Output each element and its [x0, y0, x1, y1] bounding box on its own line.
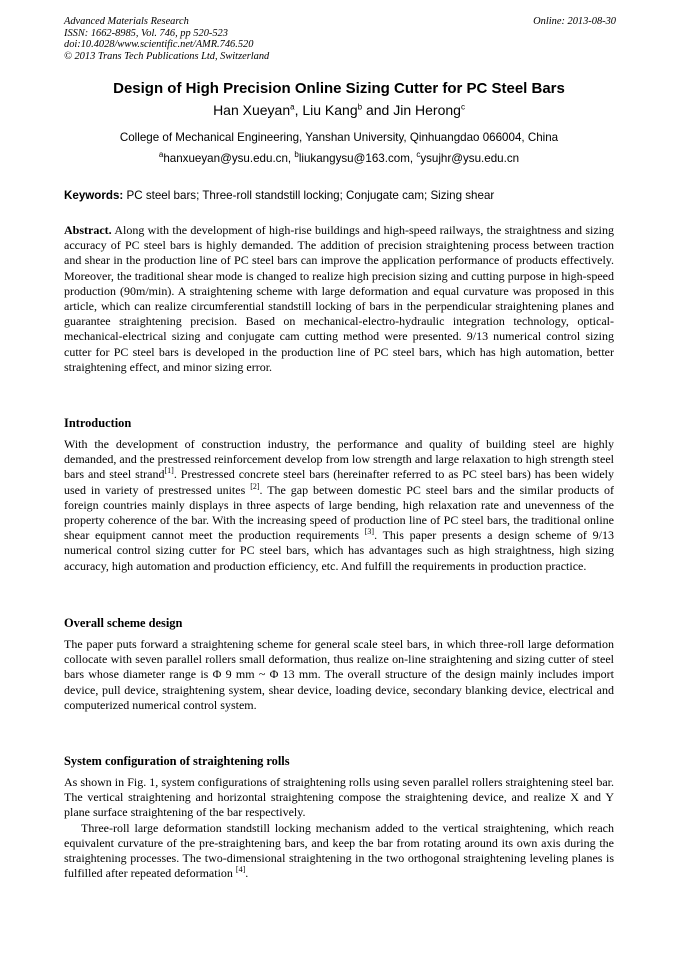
email-address: ysujhr@ysu.edu.cn: [420, 152, 520, 165]
abstract-label: Abstract.: [64, 223, 112, 237]
issn-line: ISSN: 1662-8985, Vol. 746, pp 520-523: [64, 27, 228, 39]
author-name: Han Xueyan: [213, 102, 291, 118]
author-name: Jin Herong: [393, 102, 461, 118]
abstract: [64, 223, 614, 375]
keywords-label: Keywords:: [64, 189, 124, 202]
section-heading-overall-scheme: Overall scheme design: [64, 616, 183, 630]
author-separator: ,: [294, 102, 303, 118]
keywords: [64, 189, 616, 202]
author-separator: and: [362, 102, 394, 118]
journal-header: [64, 16, 616, 62]
citation: [4]: [235, 865, 246, 875]
email-separator: ,: [409, 152, 417, 165]
email-line: [0, 152, 678, 165]
body-text: .: [245, 866, 249, 881]
citation: [2]: [250, 481, 260, 491]
doi-line: doi:10.4028/www.scientific.net/AMR.746.520: [64, 39, 254, 51]
body-text: Three-roll large deformation standstill locking mechanism added to the vertical straightening, which reach equivalent curvature of the pre-straightening bars, and keep the bar from rotating around its own axis during the straightening processes. The two-dimensional straightening in the two orthogonal straightening leveling planes is fulfilled after repeated deformation: [64, 820, 614, 881]
email-address: liukangysu@163.com: [298, 152, 410, 165]
section-heading-introduction: Introduction: [64, 416, 132, 430]
body-text: . Prestressed concrete steel bars (hereinafter referred to as PC steel bars) has been widely used in variety of prestressed unites: [64, 467, 614, 497]
email-separator: ,: [287, 152, 295, 165]
email-address: hanxueyan@ysu.edu.cn: [163, 152, 288, 165]
body-text: . This paper presents a design scheme of 9/13 numerical control sizing cutter for PC steel bars, which has advantages such as high straightness, high sizing accuracy, high automation and production efficiency, etc. And fulfill the requirements in production practice.: [64, 528, 615, 573]
author-superscript: b: [357, 102, 363, 112]
straightening-rolls-section: [64, 775, 614, 881]
email-superscript: c: [416, 150, 421, 160]
email-superscript: a: [158, 150, 164, 160]
author-superscript: c: [460, 102, 465, 112]
body-text: . The gap between domestic PC steel bars and the similar products of foreign countries mainly displays in three aspects of large bending, high relaxation rate and unevenness of the property coherence of the bar. With the increasing speed of production line of PC steel bars, the traditional online shear equipment cannot meet the production requirements: [64, 482, 614, 543]
straightening-paragraph-1: As shown in Fig. 1, system configurations of straightening rolls using seven parallel rollers straightening steel bar. The vertical straightening and horizontal straightening compose the straightening device, and realize X and Y plane surface straightening of the bar respectively.: [64, 775, 614, 820]
author-line: [0, 102, 678, 118]
abstract-text: Along with the development of high-rise buildings and high-speed railways, the straightness and sizing accuracy of PC steel bars is highly demanded. The addition of precision straightening process between traction and shear in the production line of PC steel bars can improve the application performance of products effectively. Moreover, the traditional shear mode is changed to realize high precision sizing and cutting purpose in high-speed production (90m/min). A straightening scheme with large deformation and equal curvature was proposed in this article, which can realize circumferential standstill locking of bars in the perpendicular straightening planes and guarantee straightening precision. Based on mechanical-electro-hydraulic integration technology, optical-mechanical-electrical sizing and conjugate cam cutting method were presented. 9/13 numerical control sizing cutter for PC steel bars is developed in the production line of PC steel bars, which has high automation, better straightening effect, and minor sizing error.: [64, 223, 614, 374]
email-superscript: b: [294, 150, 299, 160]
keywords-text: PC steel bars; Three-roll standstill locking; Conjugate cam; Sizing shear: [126, 189, 495, 202]
paper-title: Design of High Precision Online Sizing Cutter for PC Steel Bars: [113, 80, 565, 97]
section-heading-straightening-rolls: System configuration of straightening rolls: [64, 754, 290, 768]
journal-name: Advanced Materials Research: [64, 16, 189, 27]
author-name: Liu Kang: [302, 102, 358, 118]
introduction-paragraph: [64, 437, 614, 574]
copyright-line: © 2013 Trans Tech Publications Ltd, Switzerland: [64, 50, 270, 62]
citation: [3]: [364, 527, 375, 537]
affiliation: College of Mechanical Engineering, Yanshan University, Qinhuangdao 066004, China: [119, 131, 559, 144]
straightening-paragraph-2: [64, 821, 614, 882]
overall-scheme-paragraph: The paper puts forward a straightening scheme for general scale steel bars, in which three-roll large deformation collocate with seven parallel rollers small deformation, thus realize on-line straightening and sizing cutter of steel bars whose diameter range is Φ 9 mm ~ Φ 13 mm. The overall structure of the design mainly includes import device, pull device, straightening system, shear device, loading device, secondary blanking device, electrical and computerized numerical control system.: [64, 637, 614, 712]
body-text: With the development of construction industry, the performance and quality of building steel are highly demanded, and the prestressed reinforcement develop from low strength and large relaxation to high strength steel bars and steel strand: [64, 437, 614, 482]
citation: [1]: [164, 466, 174, 476]
online-date: Online: 2013-08-30: [533, 16, 616, 27]
author-superscript: a: [290, 102, 295, 112]
